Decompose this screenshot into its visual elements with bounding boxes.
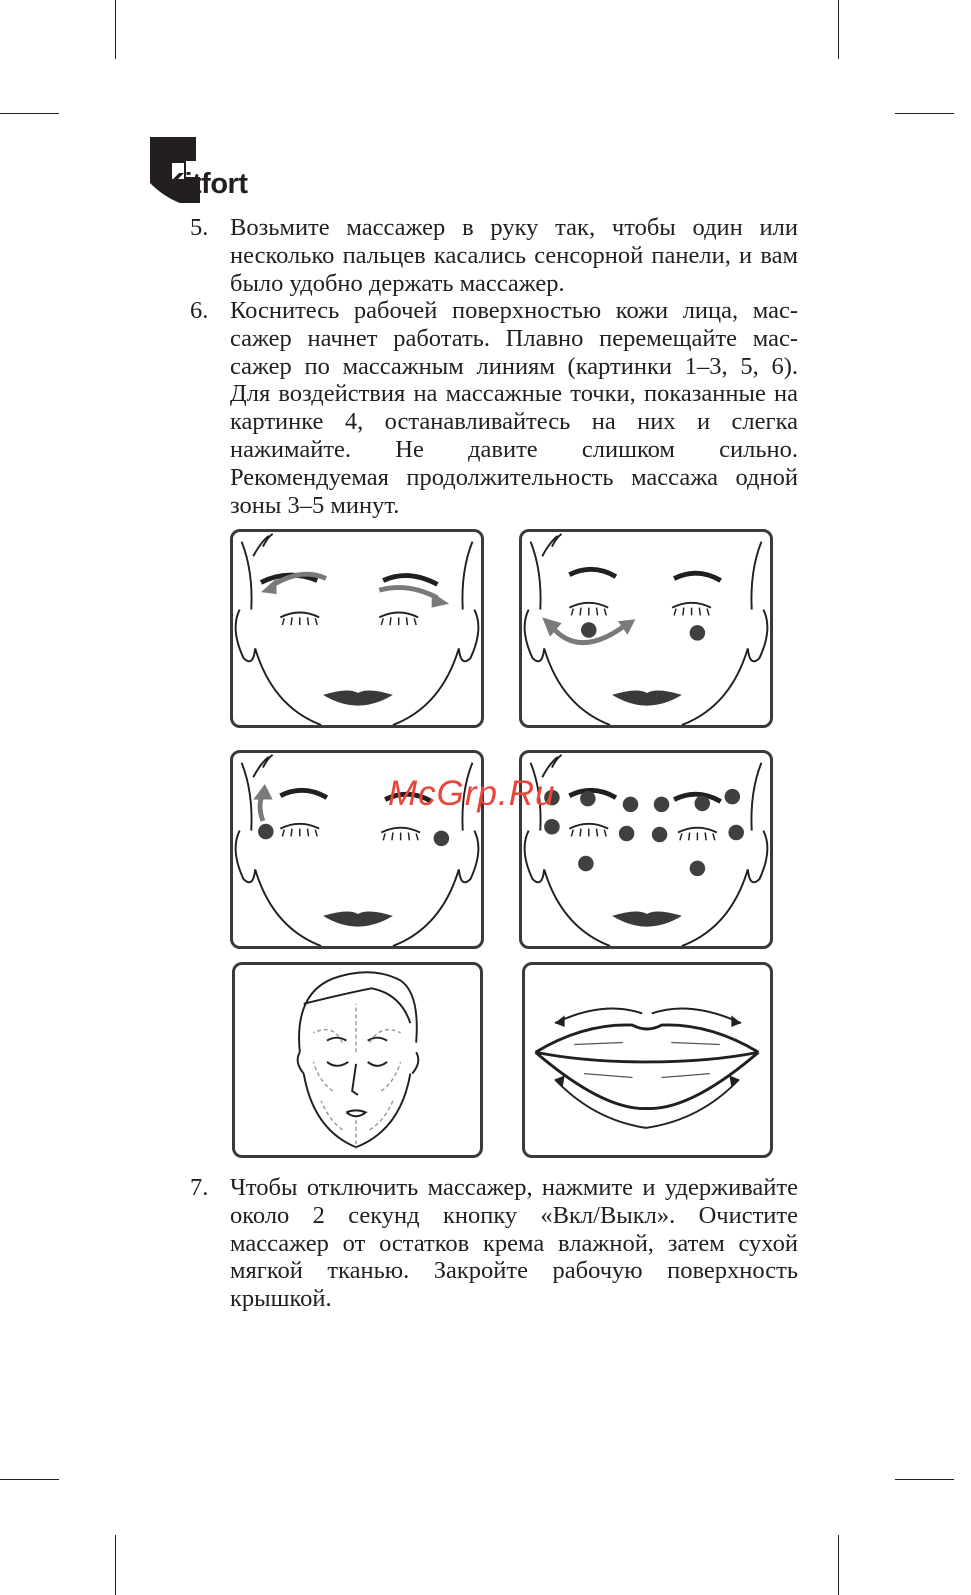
step-item [190, 214, 798, 297]
face-massage-points-illustration [522, 753, 770, 946]
crop-mark [0, 1479, 59, 1480]
step-text: Чтобы отключить массажер, нажмите и удерживайте около 2 секунд кнопку «Вкл/Выкл». Очистите массажер от остатков крема влажной, затем сухой мягкой тканью. Закройте рабочую поверхность крышкой. [230, 1174, 798, 1313]
watermark: McGrp.Ru [388, 774, 556, 813]
crop-mark [115, 1535, 116, 1595]
face-massage-lines-illustration [235, 965, 480, 1155]
step-text: Возьмите массажер в руку так, чтобы один или несколько пальцев касались сенсорной панели, и вам было удобно держать массажер. [230, 214, 798, 297]
figure-5 [232, 962, 483, 1158]
crop-mark [838, 1535, 839, 1595]
figure-1 [230, 529, 484, 728]
face-eyebrow-arrows-illustration [233, 532, 481, 725]
step-item [190, 1174, 798, 1313]
step-number: 5. [190, 214, 209, 241]
step-item [190, 297, 798, 519]
figure-6 [522, 962, 773, 1158]
figure-2 [519, 529, 773, 728]
step-number: 7. [190, 1174, 209, 1201]
crop-mark [0, 113, 59, 114]
lips-massage-lines-illustration [525, 965, 770, 1155]
brand-name: Kitfort [164, 168, 248, 200]
face-under-eye-illustration [522, 532, 770, 725]
crop-mark [895, 1479, 954, 1480]
figure-4 [519, 750, 773, 949]
crop-mark [895, 113, 954, 114]
step-number: 6. [190, 297, 209, 324]
crop-mark [838, 0, 839, 59]
crop-mark [115, 0, 116, 59]
step-text: Коснитесь рабочей поверхностью кожи лица, массажер начнет работать. Плавно перемещайте массажер по массажным линиям (картинки 1–3, 5, 6). Для воздействия на массажные точки, показанные на картинке 4, останавливайтесь на них и слегка нажимайте. Не давите слишком сильно. Рекомендуемая продолжительность массажа одной зоны 3–5 минут. [230, 297, 798, 519]
